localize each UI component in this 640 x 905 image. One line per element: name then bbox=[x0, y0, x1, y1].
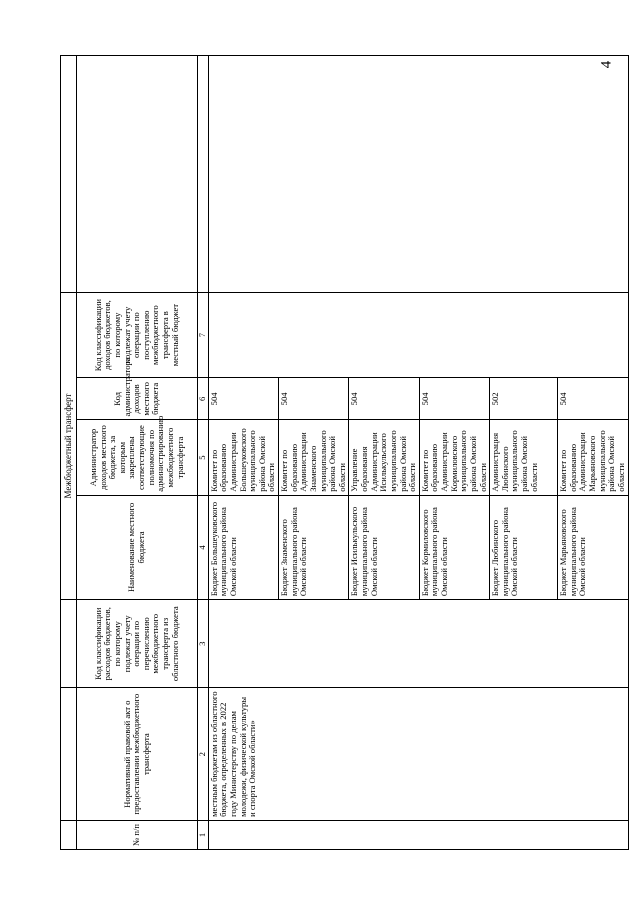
col-number-1: 1 bbox=[198, 820, 209, 849]
intertransfer-table bbox=[60, 55, 629, 850]
header-budget-name: Наименование местного бюджета bbox=[77, 495, 198, 599]
blank-cell bbox=[208, 56, 628, 293]
col-number-5: 5 bbox=[198, 420, 209, 495]
col-number-blank bbox=[198, 56, 209, 293]
header-expense-code: Код классификации расходов бюджетов, по которому подлежат учету операции по перечислению межбюджетного трансферта из областного бюджета bbox=[77, 600, 198, 688]
budget-name: Бюджет Исилькульского муниципального района Омской области bbox=[349, 495, 419, 599]
revenue-code-cell bbox=[208, 292, 628, 377]
col-number-2: 2 bbox=[198, 688, 209, 820]
admin-code: 504 bbox=[279, 378, 349, 420]
act-text: местным бюджетам из областного бюджета, определенных в 2022 году Министерству по делам молодежи, физической культуры и спорта Омской области» bbox=[208, 688, 628, 820]
revenue-admin: Комитет по образованию Администрации Большеуковского муниципального района Омской области bbox=[208, 420, 278, 495]
revenue-admin: Комитет по образованию Администрации Знаменского муниципального района Омской области bbox=[279, 420, 349, 495]
budget-name: Бюджет Знаменского муниципального района Омской области bbox=[279, 495, 349, 599]
table-row bbox=[208, 56, 278, 850]
col-number-7: 7 bbox=[198, 292, 209, 377]
admin-code: 504 bbox=[558, 378, 628, 420]
header-admin-code: Код администратора доходов местного бюджета bbox=[77, 378, 198, 420]
revenue-admin: Комитет по образованию Администрации Марьяновского муниципального района Омской области bbox=[558, 420, 628, 495]
budget-name: Бюджет Любинского муниципального района Омской области bbox=[490, 495, 558, 599]
budget-name: Бюджет Марьяновского муниципального района Омской области bbox=[558, 495, 628, 599]
admin-code: 502 bbox=[490, 378, 558, 420]
col-number-4: 4 bbox=[198, 495, 209, 599]
header-number: № п/п bbox=[77, 820, 198, 849]
expense-code-cell bbox=[208, 600, 628, 688]
header-revenue-code: Код классификации доходов бюджетов, по которому подлежат учету операции по поступлению межбюджетного трансферта в местный бюджет bbox=[77, 292, 198, 377]
budget-name: Бюджет Большеуковского муниципального района Омской области bbox=[208, 495, 278, 599]
revenue-admin: Комитет по образованию Администрации Кормиловского муниципального района Омской области bbox=[419, 420, 489, 495]
header-blank bbox=[77, 56, 198, 293]
col-number-6: 6 bbox=[198, 378, 209, 420]
page-number: 4 bbox=[597, 60, 614, 69]
header-act: Нормативный правовой акт о предоставлении межбюджетного трансферта bbox=[77, 688, 198, 820]
revenue-admin: Управление образования Администрации Исилькульского муниципального района Омской области bbox=[349, 420, 419, 495]
col-number-3: 3 bbox=[198, 600, 209, 688]
admin-code: 504 bbox=[419, 378, 489, 420]
budget-name: Бюджет Кормиловского муниципального района Омской области bbox=[419, 495, 489, 599]
admin-code: 504 bbox=[349, 378, 419, 420]
table-caption: Межбюджетный трансферт bbox=[61, 292, 77, 599]
header-revenue-admin: Администратор доходов местного бюджета, за которым закреплены соответствующие полномочия по администрированию межбюджетного трансферта bbox=[77, 420, 198, 495]
admin-code: 504 bbox=[208, 378, 278, 420]
revenue-admin: Администрация Любинского муниципального района Омской области bbox=[490, 420, 558, 495]
row-number bbox=[208, 820, 628, 849]
